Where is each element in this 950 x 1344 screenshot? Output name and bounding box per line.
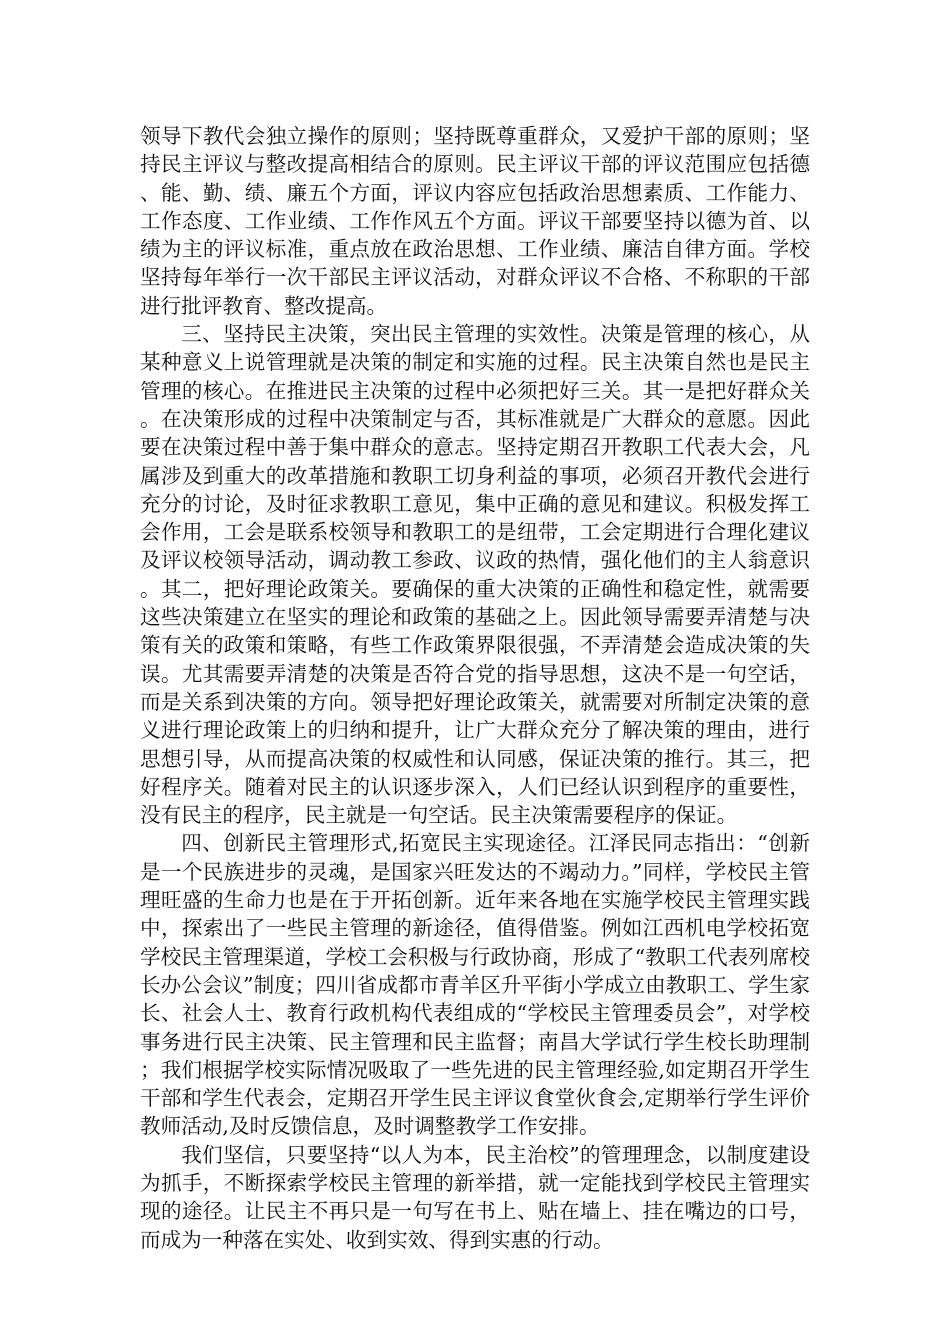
paragraph-democratic-decision: 三、坚持民主决策，突出民主管理的实效性。决策是管理的核心，从某种意义上说管理就是决策的制定和实施的过程。民主决策自然也是民主管理的核心。在推进民主决策的过程中必须把好三关。其一是把好群众关。在决策形成的过程中决策制定与否，其标准就是广大群众的意愿。因此要在决策过程中善于集中群众的意志。坚持定期召开教职工代表大会，凡属涉及到重大的改革措施和教职工切身利益的事项，必须召开教代会进行充分的讨论，及时征求教职工意见，集中正确的意见和建议。积极发挥工会作用，工会是联系校领导和教职工的是纽带，工会定期进行合理化建议及评议校领导活动，调动教工参政、议政的热情，强化他们的主人翁意识。其二，把好理论政策关。要确保的重大决策的正确性和稳定性，就需要这些决策建立在坚实的理论和政策的基础之上。因此领导需要弄清楚与决策有关的政策和策略，有些工作政策界限很强，不弄清楚会造成决策的失误。尤其需要弄清楚的决策是否符合党的指导思想，这决不是一句空话，而是关系到决策的方向。领导把好理论政策关，就需要对所制定决策的意义进行理论政策上的归纳和提升，让广大群众充分了解决策的理由，进行思想引导，从而提高决策的权威性和认同感，保证决策的推行。其三，把好程序关。随着对民主的认识逐步深入，人们已经认识到程序的重要性，没有民主的程序，民主就是一句空话。民主决策需要程序的保证。 — [140, 322, 810, 828]
paragraph-innovation: 四、创新民主管理形式,拓宽民主实现途径。江泽民同志指出：“创新是一个民族进步的灵魂，是国家兴旺发达的不竭动力。”同样，学校民主管理旺盛的生命力也是在于开拓创新。近年来各地在实施学校民主管理实践中，探索出了一些民主管理的新途径，值得借鉴。例如江西机电学校拓宽学校民主管理渠道，学校工会积极与行政协商，形成了“教职工代表列席校长办公会议”制度；四川省成都市青羊区升平街小学成立由教职工、学生家长、社会人士、教育行政机构代表组成的“学校民主管理委员会”，对学校事务进行民主决策、民主管理和民主监督；南昌大学试行学生校长助理制；我们根据学校实际情况吸取了一些先进的民主管理经验,如定期召开学生干部和学生代表会，定期召开学生民主评议食堂伙食会,定期举行学生评价教师活动,及时反馈信息，及时调整教学工作安排。 — [140, 831, 810, 1139]
document-page — [140, 122, 810, 1254]
paragraph-conclusion: 我们坚信，只要坚持“以人为本，民主治校”的管理理念，以制度建设为抓手，不断探索学校民主管理的新举措，就一定能找到学校民主管理实现的途径。让民主不再只是一句写在书上、贴在墙上、挂在嘴边的口号，而成为一种落在实处、收到实效、得到实惠的行动。 — [140, 1142, 810, 1252]
paragraph-principles: 领导下教代会独立操作的原则；坚持既尊重群众，又爱护干部的原则；坚持民主评议与整改提高相结合的原则。民主评议干部的评议范围应包括德、能、勤、绩、廉五个方面，评议内容应包括政治思想素质、工作能力、工作态度、工作业绩、工作作风五个方面。评议干部要坚持以德为首、以绩为主的评议标准，重点放在政治思想、工作业绩、廉洁自律方面。学校坚持每年举行一次干部民主评议活动，对群众评议不合格、不称职的干部进行批评教育、整改提高。 — [140, 124, 810, 318]
